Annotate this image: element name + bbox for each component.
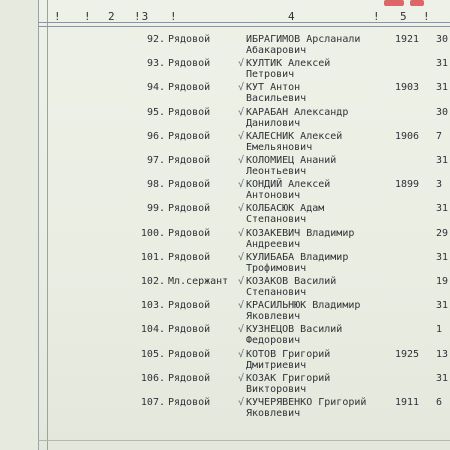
table-row	[0, 324, 450, 348]
check-mark: √	[238, 155, 245, 166]
trailing-number: 31	[436, 372, 449, 384]
trailing-number: 13	[436, 348, 449, 360]
check-mark: √	[238, 348, 245, 360]
row-number: 96.	[146, 130, 165, 142]
trailing-number: 19	[436, 276, 449, 287]
row-number: 107.	[140, 397, 165, 408]
table-row	[0, 373, 450, 397]
row-number: 100.	[140, 227, 165, 239]
name-line-2: Дмитриевич	[246, 359, 307, 371]
rank: Рядовой	[168, 130, 211, 142]
rank: Рядовой	[168, 372, 211, 384]
trailing-number: 30	[436, 106, 449, 118]
name-line-1: КОЛБАСЮК Адам	[246, 203, 325, 215]
table-row	[0, 276, 450, 300]
name-line-2: Антонович	[246, 190, 301, 202]
name-line-2: Яковлевич	[246, 311, 301, 323]
check-mark: √	[238, 58, 245, 70]
name-line-1: КОНДИЙ Алексей	[246, 179, 331, 191]
check-mark: √	[238, 203, 245, 215]
row-number: 104.	[140, 324, 165, 336]
table-row	[0, 131, 450, 155]
rank: Рядовой	[168, 34, 211, 45]
column-header: !	[84, 10, 92, 23]
birth-year: 1899	[395, 179, 420, 191]
name-line-2: Федорович	[246, 335, 301, 347]
trailing-number: 31	[436, 203, 449, 215]
name-line-1: КУЛИБАБА Владимир	[246, 251, 349, 263]
row-number: 95.	[146, 106, 165, 118]
table-row	[0, 58, 450, 82]
row-number: 94.	[146, 82, 165, 94]
column-header: !	[170, 10, 178, 23]
check-mark: √	[238, 276, 245, 287]
rank: Рядовой	[168, 397, 211, 408]
name-line-2: Андреевич	[246, 238, 301, 250]
name-line-1: КУТ Антон	[246, 82, 301, 94]
trailing-number: 3	[436, 179, 443, 191]
row-number: 106.	[140, 372, 165, 384]
page-bottom-edge	[38, 440, 450, 441]
name-line-2: Петрович	[246, 69, 295, 81]
column-header: !	[423, 10, 431, 23]
table-row	[0, 179, 450, 203]
row-number: 105.	[140, 348, 165, 360]
trailing-number: 6	[436, 397, 443, 408]
name-line-2: Емельянович	[246, 141, 313, 153]
rank: Рядовой	[168, 348, 211, 360]
row-number: 98.	[146, 179, 165, 191]
row-number: 101.	[140, 251, 165, 263]
name-line-2: Васильевич	[246, 93, 307, 105]
birth-year: 1925	[395, 348, 420, 360]
name-line-1: КАРАБАН Александр	[246, 106, 349, 118]
table-row	[0, 155, 450, 179]
trailing-number: 31	[436, 300, 449, 312]
check-mark: √	[238, 227, 245, 239]
rank: Рядовой	[168, 58, 211, 70]
trailing-number: 31	[436, 251, 449, 263]
check-mark: √	[238, 82, 245, 94]
rank: Рядовой	[168, 300, 211, 312]
name-line-2: Яковлевич	[246, 408, 301, 419]
table-row	[0, 228, 450, 252]
trailing-number: 30	[436, 34, 449, 45]
column-header: !	[373, 10, 381, 23]
table-row	[0, 397, 450, 421]
name-line-2: Степанович	[246, 214, 307, 226]
name-line-1: КОЗАКЕВИЧ Владимир	[246, 227, 355, 239]
rank: Рядовой	[168, 82, 211, 94]
rank: Рядовой	[168, 251, 211, 263]
name-line-1: КРАСИЛЬНЮК Владимир	[246, 300, 361, 312]
name-line-2: Степанович	[246, 287, 307, 298]
check-mark: √	[238, 324, 245, 336]
trailing-number: 1	[436, 324, 443, 336]
red-mark	[410, 0, 424, 6]
name-line-1: КУЛТИК Алексей	[246, 58, 331, 70]
rank: Рядовой	[168, 227, 211, 239]
name-line-2: Викторович	[246, 383, 307, 395]
trailing-number: 31	[436, 82, 449, 94]
trailing-number: 31	[436, 155, 449, 166]
table-row	[0, 34, 450, 58]
name-line-1: КУЧЕРЯВЕНКО Григорий	[246, 397, 367, 408]
table-row	[0, 203, 450, 227]
birth-year: 1911	[395, 397, 420, 408]
name-line-1: КАЛЕСНИК Алексей	[246, 130, 343, 142]
column-header: !3	[134, 10, 150, 23]
rank: Рядовой	[168, 155, 211, 166]
check-mark: √	[238, 179, 245, 191]
row-number: 93.	[146, 58, 165, 70]
row-number: 103.	[140, 300, 165, 312]
rank: Рядовой	[168, 324, 211, 336]
birth-year: 1903	[395, 82, 420, 94]
table-row	[0, 107, 450, 131]
check-mark: √	[238, 300, 245, 312]
rank: Рядовой	[168, 179, 211, 191]
name-line-2: Леонтьевич	[246, 166, 307, 177]
check-mark: √	[238, 106, 245, 118]
table-row	[0, 252, 450, 276]
name-line-1: КОЛОМИЕЦ Ананий	[246, 155, 337, 166]
birth-year: 1906	[395, 130, 420, 142]
column-header: 2	[108, 10, 116, 23]
name-line-1: КОЗАК Григорий	[246, 372, 331, 384]
rank: Рядовой	[168, 203, 211, 215]
trailing-number: 31	[436, 58, 449, 70]
row-number: 102.	[140, 276, 165, 287]
table-row	[0, 300, 450, 324]
row-number: 99.	[146, 203, 165, 215]
name-line-2: Данилович	[246, 117, 301, 129]
table-row	[0, 82, 450, 106]
rank: Мл.сержант	[168, 276, 229, 287]
column-header-row	[38, 10, 450, 24]
check-mark: √	[238, 372, 245, 384]
check-mark: √	[238, 130, 245, 142]
check-mark: √	[238, 251, 245, 263]
name-line-1: ИБРАГИМОВ Арсланали	[246, 34, 361, 45]
red-mark	[384, 0, 404, 6]
birth-year: 1921	[395, 34, 420, 45]
name-line-1: КОТОВ Григорий	[246, 348, 331, 360]
name-line-1: КУЗНЕЦОВ Василий	[246, 324, 343, 336]
column-header: !	[54, 10, 62, 23]
table-row	[0, 349, 450, 373]
check-mark: √	[238, 397, 245, 408]
trailing-number: 29	[436, 227, 449, 239]
rank: Рядовой	[168, 106, 211, 118]
row-number: 97.	[146, 155, 165, 166]
name-line-1: КОЗАКОВ Василий	[246, 276, 337, 287]
column-header: 4	[288, 10, 296, 23]
column-header: 5	[400, 10, 408, 23]
row-number: 92.	[146, 34, 165, 45]
trailing-number: 7	[436, 130, 443, 142]
name-line-2: Трофимович	[246, 262, 307, 274]
name-line-2: Абакарович	[246, 45, 307, 56]
header-rule-second	[38, 26, 450, 27]
